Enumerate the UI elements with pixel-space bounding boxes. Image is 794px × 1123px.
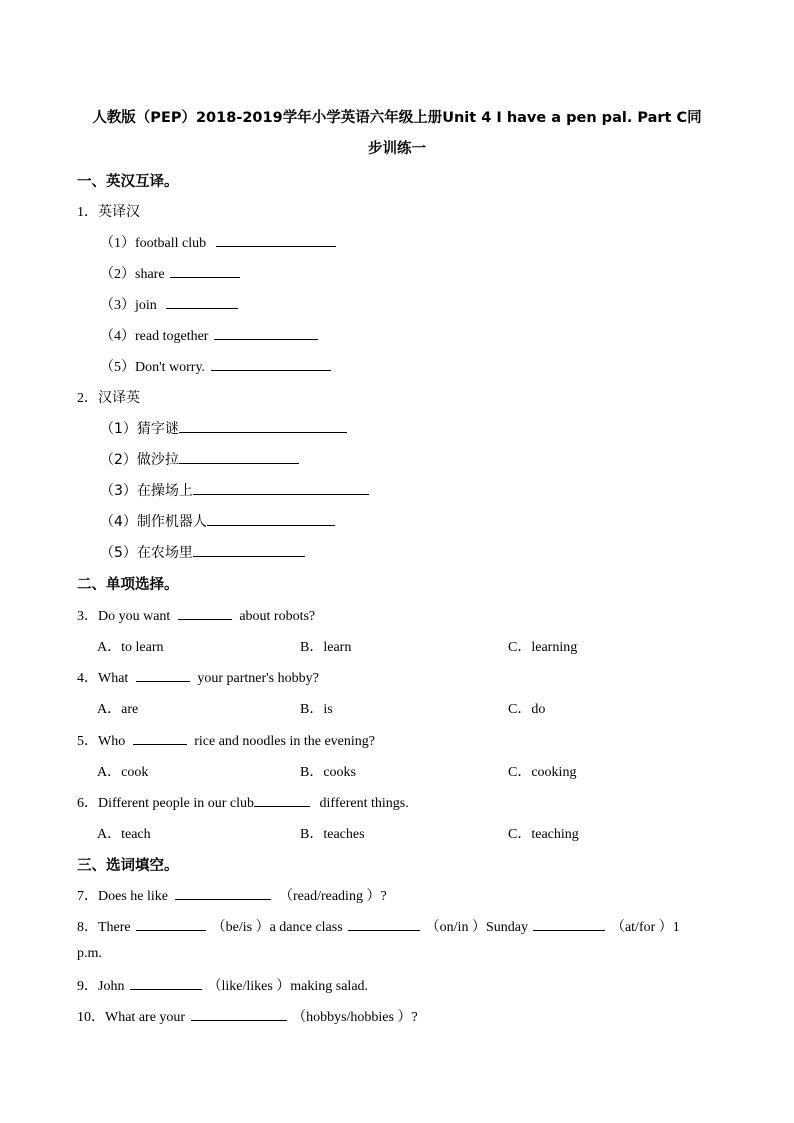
- answer-blank[interactable]: [136, 918, 206, 931]
- q3-option-b[interactable]: B．learn: [300, 640, 352, 655]
- section2-heading: 二、单项选择。: [77, 577, 179, 593]
- q7-stem-post: （read/reading ）?: [278, 889, 387, 904]
- q10-stem: [77, 1006, 418, 1026]
- q4-stem-post: your partner's hobby?: [197, 671, 319, 686]
- q5-stem-post: rice and noodles in the evening?: [194, 734, 375, 749]
- section3-heading: 三、选词填空。: [77, 858, 179, 874]
- q1-item-3-text: （3）join: [100, 298, 157, 313]
- q4-option-c[interactable]: C．do: [508, 702, 546, 717]
- answer-blank[interactable]: [348, 918, 420, 931]
- q2-item-2: [100, 449, 299, 469]
- q1-item-4-text: （4）read together: [100, 329, 209, 344]
- q8-stem-mid1: （be/is ）a dance class: [211, 920, 343, 935]
- q2-item-5: [100, 542, 305, 562]
- answer-blank[interactable]: [193, 482, 369, 495]
- q1-item-5-text: （5）Don't worry.: [100, 360, 206, 375]
- q2-item-1-text: （1）猜字谜: [100, 421, 179, 437]
- q2-item-1: [100, 418, 347, 438]
- q5-option-c[interactable]: C．cooking: [508, 765, 577, 780]
- q5-stem: [77, 730, 375, 750]
- q1-label: 1．英译汉: [77, 205, 140, 220]
- q7-stem: [77, 885, 387, 905]
- answer-blank[interactable]: [130, 977, 202, 990]
- q2-item-4: [100, 511, 335, 531]
- q1-item-5: [100, 356, 331, 376]
- answer-blank[interactable]: [179, 451, 299, 464]
- q1-item-1-text: （1）football club: [100, 236, 207, 251]
- q1-item-2-text: （2）share: [100, 267, 165, 282]
- q8-stem: [77, 916, 680, 936]
- q4-stem: [77, 667, 319, 687]
- answer-blank[interactable]: [136, 669, 190, 682]
- answer-blank[interactable]: [207, 513, 335, 526]
- q8-stem-post: （at/for ）1: [610, 920, 680, 935]
- q4-option-b[interactable]: B．is: [300, 702, 333, 717]
- answer-blank[interactable]: [191, 1008, 287, 1021]
- answer-blank[interactable]: [193, 544, 305, 557]
- q6-stem-pre: 6．Different people in our club: [77, 796, 255, 811]
- q8-stem-mid2: （on/in ）Sunday: [425, 920, 528, 935]
- q6-stem-post: different things.: [319, 796, 409, 811]
- q8-stem-wrap: p.m.: [77, 946, 102, 961]
- q2-label: 2．汉译英: [77, 391, 140, 406]
- q9-stem-pre: 9．John: [77, 979, 125, 994]
- answer-blank[interactable]: [214, 327, 318, 340]
- q5-option-a[interactable]: A．cook: [97, 765, 149, 780]
- q10-stem-pre: 10．What are your: [77, 1010, 186, 1025]
- answer-blank[interactable]: [254, 794, 310, 807]
- answer-blank[interactable]: [178, 607, 232, 620]
- doc-title-line1: 人教版（PEP）2018-2019学年小学英语六年级上册Unit 4 I have a pen pal. Part C同: [92, 110, 702, 126]
- q6-option-a[interactable]: A．teach: [97, 827, 151, 842]
- answer-blank[interactable]: [216, 234, 336, 247]
- q1-item-1: [100, 232, 336, 252]
- answer-blank[interactable]: [166, 296, 238, 309]
- q1-item-4: [100, 325, 318, 345]
- q3-stem-pre: 3．Do you want: [77, 609, 171, 624]
- q2-item-3: [100, 480, 369, 500]
- q5-option-b[interactable]: B．cooks: [300, 765, 356, 780]
- q10-stem-post: （hobbys/hobbies ）?: [292, 1010, 418, 1025]
- q6-stem: [77, 792, 409, 812]
- answer-blank[interactable]: [533, 918, 605, 931]
- q1-item-3: [100, 294, 238, 314]
- q2-item-3-text: （3）在操场上: [100, 483, 193, 499]
- answer-blank[interactable]: [170, 265, 240, 278]
- q3-option-a[interactable]: A．to learn: [97, 640, 164, 655]
- section1-heading: 一、英汉互译。: [77, 174, 179, 190]
- q2-item-5-text: （5）在农场里: [100, 545, 193, 561]
- q7-stem-pre: 7．Does he like: [77, 889, 168, 904]
- q3-stem: [77, 605, 315, 625]
- q6-option-b[interactable]: B．teaches: [300, 827, 365, 842]
- answer-blank[interactable]: [211, 358, 331, 371]
- q9-stem-post: （like/likes ）making salad.: [207, 979, 369, 994]
- q6-option-c[interactable]: C．teaching: [508, 827, 579, 842]
- q1-item-2: [100, 263, 240, 283]
- q3-stem-post: about robots?: [239, 609, 316, 624]
- answer-blank[interactable]: [179, 420, 347, 433]
- q9-stem: [77, 975, 368, 995]
- q4-stem-pre: 4．What: [77, 671, 129, 686]
- doc-title-line2: 步训练一: [368, 141, 426, 157]
- q4-option-a[interactable]: A．are: [97, 702, 139, 717]
- q2-item-2-text: （2）做沙拉: [100, 452, 179, 468]
- q8-stem-pre: 8．There: [77, 920, 131, 935]
- q5-stem-pre: 5．Who: [77, 734, 126, 749]
- q3-option-c[interactable]: C．learning: [508, 640, 578, 655]
- answer-blank[interactable]: [133, 732, 187, 745]
- answer-blank[interactable]: [175, 887, 271, 900]
- q2-item-4-text: （4）制作机器人: [100, 514, 207, 530]
